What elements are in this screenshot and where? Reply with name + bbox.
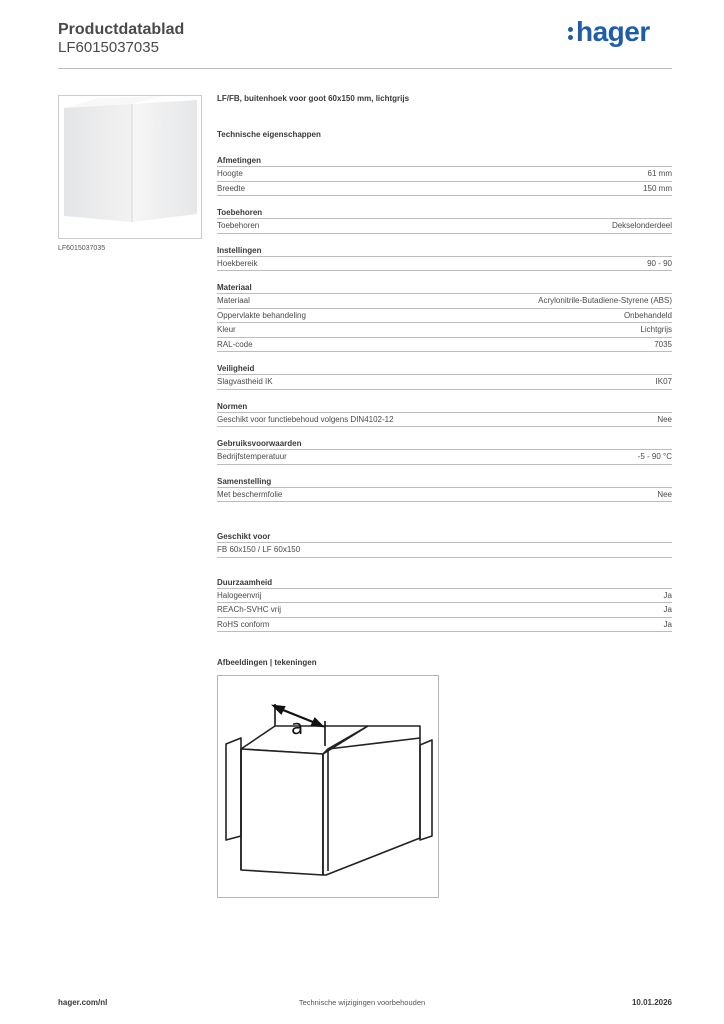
logo-text: hager	[576, 16, 650, 47]
footer-disclaimer: Technische wijzigingen voorbehouden	[298, 998, 426, 1007]
tech-properties-heading: Technische eigenschappen	[217, 130, 321, 139]
footer-website: hager.com/nl	[58, 998, 108, 1007]
logo-dots-icon	[568, 23, 574, 41]
footer-date: 10.01.2026	[631, 998, 672, 1007]
group-title: Geschikt voor	[217, 530, 672, 543]
spec-group-afmetingen	[217, 154, 672, 196]
group-title: Afmetingen	[217, 154, 672, 167]
spec-row: Hoogte 61 mm	[217, 167, 672, 182]
spec-row: Bedrijfstemperatuur -5 - 90 °C	[217, 450, 672, 465]
spec-row: Kleur Lichtgrijs	[217, 323, 672, 338]
group-title: Samenstelling	[217, 475, 672, 488]
corner-drawing-icon	[218, 676, 438, 897]
group-title: Toebehoren	[217, 206, 672, 219]
product-thumbnail	[58, 95, 202, 239]
group-title: Materiaal	[217, 281, 672, 294]
spec-row: Halogeenvrij Ja	[217, 589, 672, 604]
corner-piece-photo-icon	[59, 96, 201, 238]
group-title: Veiligheid	[217, 362, 672, 375]
dimension-label: a	[291, 715, 304, 739]
spec-row: REACh-SVHC vrij Ja	[217, 603, 672, 618]
group-title: Gebruiksvoorwaarden	[217, 437, 672, 450]
product-code: LF6015037035	[58, 39, 159, 56]
spec-group-veiligheid	[217, 362, 672, 390]
technical-drawing	[217, 675, 439, 898]
spec-content	[217, 94, 672, 669]
spec-group-instellingen	[217, 244, 672, 272]
spec-group-toebehoren	[217, 206, 672, 234]
spec-row: RoHS conform Ja	[217, 618, 672, 633]
group-title: Normen	[217, 400, 672, 413]
product-description: LF/FB, buitenhoek voor goot 60x150 mm, lichtgrijs	[217, 94, 410, 103]
spec-row: Toebehoren Dekselonderdeel	[217, 219, 672, 234]
spec-group-normen	[217, 400, 672, 428]
spec-row: Breedte 150 mm	[217, 182, 672, 197]
spec-row: FB 60x150 / LF 60x150	[217, 543, 672, 558]
images-heading: Afbeeldingen | tekeningen	[217, 658, 317, 667]
header-divider	[58, 68, 672, 69]
spec-row: Hoekbereik 90 - 90	[217, 257, 672, 272]
spec-row: Met beschermfolie Nee	[217, 488, 672, 503]
spec-group-duurzaamheid	[217, 576, 672, 633]
spec-row: Materiaal Acrylonitrile-Butadiene-Styrene (ABS)	[217, 294, 672, 309]
thumbnail-caption: LF6015037035	[58, 245, 106, 252]
spec-row: Oppervlakte behandeling Onbehandeld	[217, 309, 672, 324]
spec-group-gebruiksvoorwaarden	[217, 437, 672, 465]
spec-group-geschikt-voor	[217, 530, 672, 558]
spec-row: Slagvastheid IK IK07	[217, 375, 672, 390]
spec-row: Geschikt voor functiebehoud volgens DIN4102-12 Nee	[217, 413, 672, 428]
brand-logo	[568, 16, 650, 48]
spec-group-samenstelling	[217, 475, 672, 503]
group-title: Instellingen	[217, 244, 672, 257]
group-title: Duurzaamheid	[217, 576, 672, 589]
spec-group-materiaal	[217, 281, 672, 352]
spec-row: RAL-code 7035	[217, 338, 672, 353]
page-title: Productdatablad	[58, 21, 185, 38]
